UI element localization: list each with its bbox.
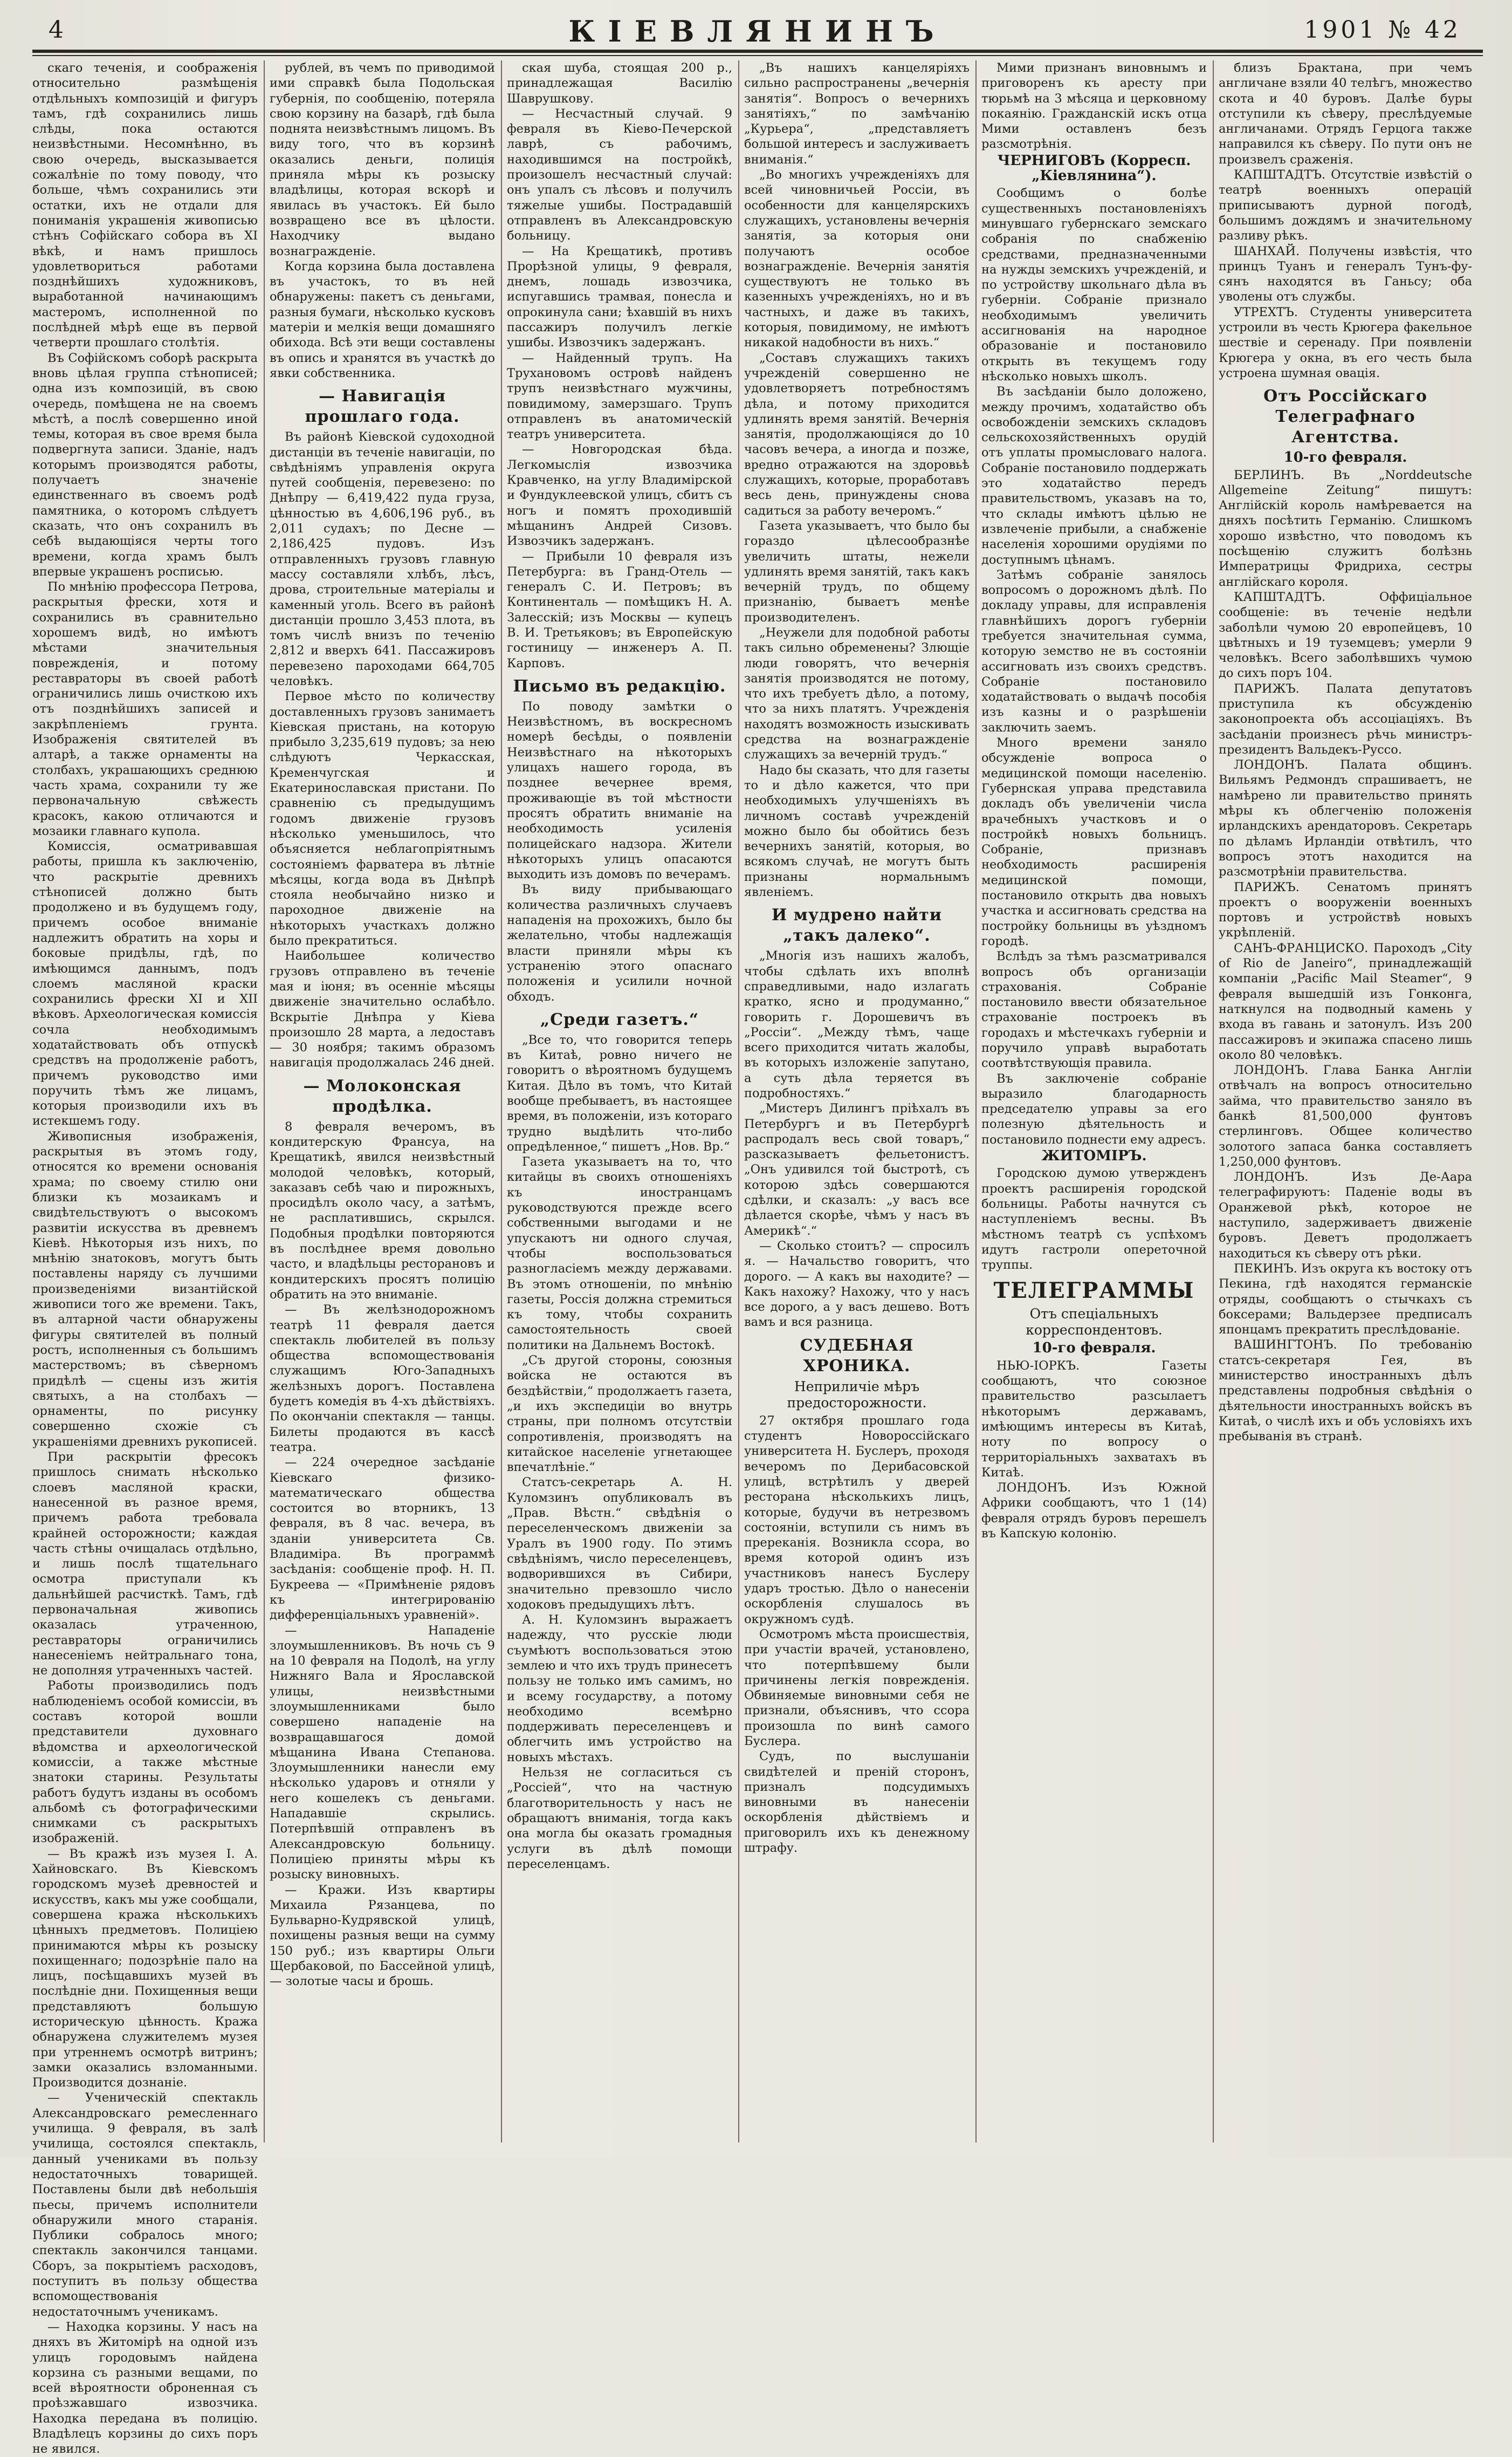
article-paragraph: „Составъ служащихъ такихъ учрежденій совершенно не удовлетворяетъ потребностямъ дѣла, и потому приходится удлинять время занятій. Вечернія занятія, продолжающіяся до 10 часовъ вечера, а иногда и позже, вредно отражаются на здоровьѣ служащихъ, которые, проработавъ весь день, принуждены снова садиться за работу вечеромъ.“	[744, 351, 970, 518]
article-paragraph: НЬЮ-ІОРКЪ. Газеты сообщаютъ, что союзное правительство разсылаетъ нѣкоторымъ державамъ, имѣющимъ интересы въ Китаѣ, ноту по вопросу о территоріальныхъ захватахъ въ Китаѣ.	[981, 1358, 1207, 1480]
page-number: 4	[49, 16, 64, 44]
article-paragraph: „Во многихъ учрежденіяхъ для всей чиновничьей Россіи, въ особенности для канцелярскихъ служащихъ, установлены вечернія занятія, за которыя они получаютъ особое вознагражденіе. Вечернія занятія существуютъ не только въ казенныхъ учрежденіяхъ, но и въ частныхъ, и даже въ такихъ, которыя, повидимому, не имѣютъ никакой надобности въ нихъ.“	[744, 168, 970, 350]
article-paragraph: УТРЕХТЪ. Студенты университета устроили въ честь Крюгера факельное шествіе и серенаду. При появленіи Крюгера у окна, въ его честь была устроена шумная овація.	[1219, 305, 1472, 380]
column-1	[32, 60, 258, 2456]
article-paragraph: САНЪ-ФРАНЦИСКО. Пароходъ „City of Rio de Janeiro“, принадлежащій компаніи „Pacific Mail Steamer“, 9 февраля вышедшій изъ Гонконга, наткнулся на подводный камень у входа въ гавань и затонулъ. Изъ 200 пассажировъ и экипажа спасено лишь около 80 человѣкъ.	[1219, 941, 1472, 1062]
article-paragraph: Комиссія, осматривавшая работы, пришла къ заключенію, что раскрытіе древнихъ стѣнописей должно быть продолжено и въ будущемъ году, причемъ особое вниманіе надлежитъ обратить на хоры и боковые придѣлы, гдѣ, по имѣющимся даннымъ, подъ слоемъ масляной краски сохранились фрески XI и XII вѣковъ. Археологическая комиссія сочла необходимымъ ходатайствовать объ отпускѣ средствъ на продолженіе работъ, причемъ руководство ими поручить тѣмъ же лицамъ, которыя производили ихъ въ истекшемъ году.	[32, 839, 258, 1128]
article-paragraph: Въ засѣданіи было доложено, между прочимъ, ходатайство объ освобожденіи земскихъ складовъ сельскохозяйственныхъ орудій отъ уплаты промысловаго налога. Собраніе постановило поддержать это ходатайство передъ правительствомъ, указавъ на то, что склады имѣютъ цѣлью не извлеченіе прибыли, а снабженіе населенія хорошими орудіями по доступнымъ цѣнамъ.	[981, 385, 1207, 567]
article-paragraph: Первое мѣсто по количеству доставленныхъ грузовъ занимаетъ Кіевская пристань, на которую прибыло 3,235,619 пудовъ; за нею слѣдуютъ Черкасская, Кременчугская и Екатеринославская пристани. По сравненію съ предыдущимъ годомъ движеніе грузовъ нѣсколько уменьшилось, что объясняется неблагопріятнымъ состояніемъ фарватера въ лѣтніе мѣсяцы, когда вода въ Днѣпрѣ стояла необычайно низко и пароходное движеніе на нѣкоторыхъ участкахъ должно было прекратиться.	[270, 689, 495, 948]
column-divider	[1213, 60, 1214, 2143]
article-paragraph: Надо бы сказать, что для газеты то и дѣло кажется, что при необходимыхъ улучшеніяхъ въ личномъ составѣ учрежденій можно было бы обойтись безъ вечернихъ занятій, которыя, во всякомъ случаѣ, не могутъ быть признаны нормальнымъ явленіемъ.	[744, 763, 970, 900]
article-paragraph: — 224 очередное засѣданіе Кіевскаго физико-математическаго общества состоится во вторникъ, 13 февраля, въ 8 час. вечера, въ зданіи университета Св. Владиміра. Въ программѣ засѣданія: сообщеніе проф. Н. П. Букреева — «Примѣненіе рядовъ къ интегрированію дифференціальныхъ уравненій».	[270, 1455, 495, 1623]
article-paragraph: Когда корзина была доставлена въ участокъ, то въ ней обнаружены: пакетъ съ деньгами, разныя бумаги, нѣсколько кусковъ матеріи и мелкія вещи домашняго обихода. Всѣ эти вещи составлены въ опись и хранятся въ участкѣ до явки собственника.	[270, 259, 495, 380]
article-paragraph: Статсъ-секретарь А. Н. Куломзинъ опубликовалъ въ „Прав. Вѣстн.“ свѣдѣнія о переселенческомъ движеніи за Уралъ въ 1900 году. По этимъ свѣдѣніямъ, число переселенцевъ, водворившихся въ Сибири, значительно превзошло число ходоковъ предыдущихъ лѣтъ.	[507, 1475, 732, 1612]
column-3	[507, 60, 732, 2143]
article-headline: — Молоконская продѣлка.	[303, 1076, 462, 1116]
article-paragraph: ВАШИНГТОНЪ. По требованію статсъ-секретаря Гея, въ министерство иностранныхъ дѣлъ представлены подробныя свѣдѣнія о дѣятельности иностранныхъ войскъ въ Китаѣ, о числѣ ихъ и объ условіяхъ ихъ пребыванія въ странѣ.	[1219, 1338, 1472, 1444]
article-headline: „Среди газетъ.“	[540, 1010, 699, 1029]
article-paragraph: — Сколько стоитъ? — спросилъ я. — Начальство говоритъ, что дорого. — А какъ вы находите? — Какъ нахожу? Нахожу, что у насъ все дорого, а у васъ дешево. Вотъ вамъ и вся разница.	[744, 1238, 970, 1330]
article-paragraph: ПАРИЖЪ. Палата депутатовъ приступила къ обсужденію законопроекта объ ассоціаціяхъ. Въ засѣданіи произнесъ рѣчь министръ-президентъ Вальдекъ-Руссо.	[1219, 681, 1472, 757]
article-paragraph: 27 октября прошлаго года студентъ Новороссійскаго университета Н. Буслеръ, проходя вечеромъ по Дерибасовской улицѣ, встрѣтилъ у дверей ресторана нѣсколькихъ лицъ, которые, будучи въ нетрезвомъ состояніи, вступили съ нимъ въ пререканія. Возникла ссора, во время которой одинъ изъ участниковъ нанесъ Буслеру ударъ тростью. Дѣло о нанесеніи оскорбленія слушалось въ окружномъ судѣ.	[744, 1413, 970, 1626]
column-5	[981, 60, 1207, 2143]
article-headline: ТЕЛЕГРАММЫ	[993, 1278, 1195, 1304]
masthead	[32, 11, 1483, 49]
article-paragraph: Сообщимъ о болѣе существенныхъ постановленіяхъ минувшаго губернскаго земскаго собранія по снабженію средствами, предназначенными на нужды земскихъ учрежденій, и по устройству школьнаго дѣла въ губерніи. Собраніе признало необходимымъ увеличить ассигнованія на народное образованіе и постановило открыть въ текущемъ году нѣсколько новыхъ школъ.	[981, 186, 1207, 384]
dateline: 10-го февраля.	[1283, 449, 1407, 466]
article-paragraph: ПАРИЖЪ. Сенатомъ принятъ проектъ о вооруженіи военныхъ портовъ и устройствѣ новыхъ укрѣпленій.	[1219, 880, 1472, 940]
column-divider	[264, 60, 265, 2143]
article-paragraph: КАПШТАДТЪ. Отсутствіе извѣстій о театрѣ военныхъ операцій приписываютъ дурной погодѣ, большимъ дождямъ и значительному разливу рѣкъ.	[1219, 168, 1472, 243]
issue-number: 1901 № 42	[1304, 16, 1461, 44]
article-paragraph: рублей, въ чемъ по приводимой ими справкѣ была Подольская губернія, по сообщенію, потеряла свою корзину на базарѣ, гдѣ была поднята неизвѣстнымъ лицомъ. Въ виду того, что въ корзинѣ оказались деньги, полиція приняла мѣры къ розыску владѣлицы, которая вскорѣ и явилась въ участокъ. Ей было возвращено все въ цѣлости. Находчику выдано вознагражденіе.	[270, 61, 495, 258]
dateline: 10-го февраля.	[1032, 1340, 1156, 1357]
article-paragraph: БЕРЛИНЪ. Въ „Norddeutsche Allgemeine Zeitung“ пишутъ: Англійскій король намѣревается на дняхъ посѣтить Германію. Слишкомъ хорошо извѣстно, что поводомъ къ посѣщенію служитъ болѣзнь Императрицы Фридриха, сестры англійскаго короля.	[1219, 468, 1472, 589]
article-paragraph: Много времени заняло обсужденіе вопроса о медицинской помощи населенію. Губернская управа представила докладъ объ увеличеніи числа врачебныхъ участковъ и о постройкѣ новыхъ больницъ. Собраніе, признавъ необходимость расширенія медицинской помощи, постановило открыть два новыхъ участка и ассигновать средства на постройку больницы въ уѣздномъ городѣ.	[981, 736, 1207, 948]
article-paragraph: скаго теченія, и соображенія относительно размѣщенія отдѣльныхъ композицій и фигуръ тамъ, гдѣ сохранились лишь слѣды, пока остаются неизвѣстными. Несомнѣнно, въ свою очередь, высказывается сожалѣніе по тому поводу, что больше, чѣмъ сохранились эти остатки, ихъ не отдали для пониманія украшенія живописью стѣнъ Софійскаго собора въ XI вѣкѣ, и намъ пришлось удовлетвориться работами позднѣйшихъ художниковъ, выработанной начинающимъ мастеромъ, исполненной по послѣдней мѣрѣ еще въ первой четверти прошлаго столѣтія.	[32, 61, 258, 350]
article-paragraph: „Въ нашихъ канцеляріяхъ сильно распространены „вечернія занятія“. Вопросъ о вечернихъ занятіяхъ,“ по замѣчанію „Курьера“, „представляетъ большой интересъ и заслуживаетъ вниманія.“	[744, 61, 970, 167]
article-paragraph: Въ виду прибывающаго количества различныхъ случаевъ нападенія на прохожихъ, было бы желательно, чтобы надлежащія власти приняли мѣры къ устраненію этого опаснаго положенія и усилили ночной обходъ.	[507, 882, 732, 1004]
column-divider	[738, 60, 739, 2143]
article-paragraph: Вслѣдъ за тѣмъ разсматривался вопросъ объ организаціи страхованія. Собраніе постановило ввести обязательное страхованіе построекъ въ городахъ и мѣстечкахъ губерніи и поручило управѣ выработать соотвѣтствующія правила.	[981, 949, 1207, 1071]
article-paragraph: ЛОНДОНЪ. Изъ Южной Африки сообщаютъ, что 1 (14) февраля отрядъ буровъ перешелъ въ Капскую колонію.	[981, 1481, 1207, 1541]
article-paragraph: КАПШТАДТЪ. Оффиціальное сообщеніе: въ теченіе недѣли заболѣли чумою 20 европейцевъ, 10 цвѣтныхъ и 19 туземцевъ; умерли 9 человѣкъ. Всего заболѣвшихъ чумою до сихъ поръ 104.	[1219, 590, 1472, 681]
masthead-rule-thin	[32, 55, 1483, 56]
dateline: ЧЕРНИГОВЪ (Корресп. „Кіевлянина“).	[997, 152, 1191, 184]
article-paragraph: Нельзя не согласиться съ „Россіей“, что на частную благотворительность у насъ не обращаютъ вниманія, тогда какъ она могла бы оказать громадныя услуги въ дѣлѣ помощи переселенцамъ.	[507, 1765, 732, 1871]
column-divider	[975, 60, 977, 2143]
article-subheadline: Неприличіе мѣръ предосторожности.	[787, 1378, 927, 1411]
article-paragraph: „Неужели для подобной работы такъ сильно обременены? Злющіе люди говорятъ, что вечернія занятія производятся не потому, что ихъ требуетъ дѣло, а потому, что за нихъ платятъ. Учрежденія находятъ возможность изыскивать средства на вознагражденіе служащихъ за вечерній трудъ.“	[744, 625, 970, 762]
article-paragraph: — Нападеніе злоумышленниковъ. Въ ночь съ 9 на 10 февраля на Подолѣ, на углу Нижняго Вала и Ярославской улицы, неизвѣстными злоумышленниками было совершено нападеніе на возвращавшагося домой мѣщанина Ивана Степанова. Злоумышленники нанесли ему нѣсколько ударовъ и отняли у него кошелекъ съ деньгами. Нападавшіе скрылись. Потерпѣвшій отправленъ въ Александровскую больницу. Полиціею приняты мѣры къ розыску виновныхъ.	[270, 1623, 495, 1882]
article-paragraph: — Ученическій спектакль Александровскаго ремесленнаго училища. 9 февраля, въ залѣ училища, состоялся спектакль, данный учениками въ пользу недостаточныхъ товарищей. Поставлены были двѣ небольшія пьесы, причемъ исполнители обнаружили много старанія. Публики собралось много; спектакль закончился танцами. Сборъ, за покрытіемъ расходовъ, поступитъ въ пользу общества вспомоществованія недостаточнымъ ученикамъ.	[32, 2091, 258, 2319]
article-paragraph: ЛОНДОНЪ. Палата общинъ. Вильямъ Редмондъ спрашиваетъ, не намѣрено ли правительство принять мѣры къ облегченію положенія ирландскихъ арендаторовъ. Секретарь по дѣламъ Ирландіи отвѣтилъ, что вопросъ этотъ находится на разсмотрѣніи правительства.	[1219, 758, 1472, 879]
article-paragraph: При раскрытіи фресокъ пришлось снимать нѣсколько слоевъ масляной краски, нанесенной въ разное время, причемъ работа требовала крайней осторожности; каждая часть стѣны очищалась отдѣльно, и лишь послѣ тщательнаго осмотра приступали къ дальнѣйшей расчисткѣ. Тамъ, гдѣ первоначальная живопись оказалась утраченною, реставраторы ограничились нанесеніемъ нейтральнаго тона, не дополняя утраченныхъ частей.	[32, 1450, 258, 1678]
column-4	[744, 60, 970, 2143]
article-paragraph: ская шуба, стоящая 200 р., принадлежащая Василію Шаврушкову.	[507, 61, 732, 106]
column-6	[1219, 60, 1472, 2143]
article-paragraph: Въ районѣ Кіевской судоходной дистанціи въ теченіе навигаціи, по свѣдѣніямъ управленія округа путей сообщенія, перевезено: по Днѣпру — 6,419,422 пуда груза, цѣнностью въ 4,606,196 руб., въ 2,011 судахъ; по Десне — 2,186,425 пудовъ. Изъ отправленныхъ грузовъ главную массу составляли хлѣбъ, лѣсъ, дрова, строительные матеріалы и каменный уголь. Всего въ районѣ дистанціи прошло 3,453 плота, въ томъ числѣ внизъ по теченію 2,812 и вверхъ 641. Пассажировъ перевезено пароходами 664,705 человѣкъ.	[270, 430, 495, 688]
article-paragraph: Затѣмъ собраніе занялось вопросомъ о дорожномъ дѣлѣ. По докладу управы, для исправленія главнѣйшихъ дорогъ губерніи требуется значительная сумма, которую земство не въ состояніи ассигновать изъ своихъ средствъ. Собраніе постановило ходатайствовать о выдачѣ пособія изъ казны и о разрѣшеніи заключить заемъ.	[981, 567, 1207, 735]
article-paragraph: ПЕКИНЪ. Изъ округа къ востоку отъ Пекина, гдѣ находятся германскіе отряды, сообщаютъ о стычкахъ съ боксерами; Вальдерзее предписалъ японцамъ прекратить преслѣдованіе.	[1219, 1261, 1472, 1337]
article-headline: И мудрено найти „такъ далеко“.	[771, 906, 942, 946]
article-paragraph: Въ заключеніе собраніе выразило благодарность председателю управы за его полезную дѣятельность и постановило поднести ему адресъ.	[981, 1071, 1207, 1147]
article-headline: — Навигація прошлаго года.	[305, 387, 460, 427]
article-paragraph: — На Крещатикѣ, противъ Прорѣзной улицы, 9 февраля, днемъ, лошадь извозчика, испугавшись трамвая, понесла и опрокинула сани; ѣхавшій въ нихъ пассажиръ получилъ легкіе ушибы. Извозчикъ задержанъ.	[507, 244, 732, 350]
article-paragraph: Живописныя изображенія, раскрытыя въ этомъ году, относятся ко времени основанія храма; по своему стилю они близки къ мозаикамъ и свидѣтельствуютъ о высокомъ развитіи искусства въ древнемъ Кіевѣ. Нѣкоторыя изъ нихъ, по мнѣнію знатоковъ, могутъ быть поставлены наряду съ лучшими произведеніями византійской живописи того же времени. Такъ, въ алтарной части обнаружены фигуры святителей въ полный ростъ, исполненныя съ большимъ мастерствомъ; въ сѣверномъ придѣлѣ — сцены изъ житія святыхъ, а на столбахъ — орнаменты, по рисунку совершенно схожіе съ украшеніями древнихъ рукописей.	[32, 1129, 258, 1449]
article-paragraph: По мнѣнію профессора Петрова, раскрытыя фрески, хотя и сохранились въ сравнительно хорошемъ видѣ, но имѣютъ мѣстами значительныя поврежденія, и потому реставраторы въ своей работѣ ограничились лишь очисткою ихъ отъ позднѣйшихъ записей и закрѣпленіемъ грунта. Изображенія святителей въ алтарѣ, а также орнаменты на столбахъ, украшающихъ среднюю часть храма, сохранили ту же первоначальную свѣжесть красокъ, какою отличаются и мозаики главнаго купола.	[32, 580, 258, 838]
article-subheadline: Отъ спеціальныхъ корреспондентовъ.	[1026, 1306, 1163, 1338]
article-paragraph: — Прибыли 10 февраля изъ Петербурга: въ Гранд-Отель — генералъ С. И. Петровъ; въ Континенталь — помѣщикъ Н. А. Залесскій; изъ Москвы — купецъ В. И. Третьяковъ; въ Европейскую гостиницу — инженеръ А. П. Карповъ.	[507, 549, 732, 670]
article-paragraph: Газета указываетъ на то, что китайцы въ своихъ отношеніяхъ къ иностранцамъ руководствуются прежде всего собственными выгодами и не упускаютъ ни одного случая, чтобы воспользоваться разногласіемъ между державами. Въ этомъ отношеніи, по мнѣнію газеты, Россія должна стремиться къ тому, чтобы сохранить самостоятельность своей политики на Дальнемъ Востокѣ.	[507, 1155, 732, 1352]
article-paragraph: „Все то, что говорится теперь въ Китаѣ, ровно ничего не говоритъ о вѣроятномъ будущемъ Китая. Дѣло въ томъ, что Китай вообще пребываетъ, въ настоящее время, въ положеніи, изъ котораго трудно выдѣлить что-либо опредѣленное,“ пишетъ „Нов. Вр.“	[507, 1032, 732, 1154]
article-paragraph: — Кражи. Изъ квартиры Михаила Рязанцева, по Бульварно-Кудрявской улицѣ, похищены разныя вещи на сумму 150 руб.; изъ квартиры Ольги Щербаковой, по Бассейной улицѣ, — золотые часы и брошь.	[270, 1883, 495, 1989]
article-paragraph: — Найденный трупъ. На Трухановомъ островѣ найденъ трупъ неизвѣстнаго мужчины, повидимому, замерзшаго. Трупъ отправленъ въ анатомическій театръ университета.	[507, 351, 732, 442]
article-paragraph: „Многія изъ нашихъ жалобъ, чтобы сдѣлать ихъ вполнѣ справедливыми, надо излагать кратко, ясно и продуманно,“ говорить г. Дорошевичъ въ „Россіи“. „Между тѣмъ, чаще всего приходится читать жалобы, въ которыхъ изложеніе запутано, а суть дѣла теряется въ подробностяхъ.“	[744, 949, 970, 1100]
article-headline: Письмо въ редакцію.	[513, 676, 726, 696]
article-paragraph: Мими признанъ виновнымъ и приговоренъ къ аресту при тюрьмѣ на 3 мѣсяца и церковному покаянію. Гражданскій искъ отца Мими оставленъ безъ разсмотрѣнія.	[981, 61, 1207, 152]
article-paragraph: ЛОНДОНЪ. Глава Банка Англіи отвѣчалъ на вопросъ относительно займа, что правительство заняло въ банкѣ 81,500,000 фунтовъ стерлинговъ. Общее количество золотого запаса банка составляетъ 1,250,000 фунтовъ.	[1219, 1063, 1472, 1169]
article-paragraph: А. Н. Куломзинъ выражаетъ надежду, что русскіе люди съумѣютъ воспользоваться этою землею и что ихъ трудъ принесетъ пользу не только имъ самимъ, но и всему государству, а потому необходимо всемѣрно поддерживать переселенцевъ и облегчить имъ устройство на новыхъ мѣстахъ.	[507, 1613, 732, 1764]
dateline: ЖИТОМІРЪ.	[1041, 1148, 1147, 1165]
article-paragraph: Судъ, по выслушаніи свидѣтелей и преній сторонъ, призналъ подсудимыхъ виновными въ нанесеніи оскорбленія дѣйствіемъ и приговорилъ ихъ къ денежному штрафу.	[744, 1749, 970, 1856]
column-divider	[501, 60, 502, 2143]
newspaper-title: КІЕВЛЯНИНЪ	[568, 14, 947, 49]
article-paragraph: 8 февраля вечеромъ, въ кондитерскую Франсуа, на Крещатикѣ, явился неизвѣстный молодой человѣкъ, который, заказавъ себѣ чаю и пирожныхъ, просидѣлъ около часу, а затѣмъ, не расплатившись, скрылся. Подобныя продѣлки повторяются въ послѣднее время довольно часто, и владѣльцы ресторановъ и кондитерскихъ просятъ полицію обратить на это вниманіе.	[270, 1119, 495, 1302]
article-paragraph: ЛОНДОНЪ. Изъ Де-Аара телеграфируютъ: Паденіе воды въ Оранжевой рѣкѣ, которое не наступило, задерживаетъ движеніе буровъ. Деветъ продолжаетъ находиться къ сѣверу отъ рѣки.	[1219, 1170, 1472, 1261]
article-paragraph: Наибольшее количество грузовъ отправлено въ теченіе мая и іюня; въ осенніе мѣсяцы движеніе значительно ослабѣло. Вскрытіе Днѣпра у Кіева произошло 28 марта, а ледоставъ — 30 ноября; такимъ образомъ навигація продолжалась 246 дней.	[270, 949, 495, 1070]
article-headline: СУДЕБНАЯ ХРОНИКА.	[800, 1336, 914, 1375]
column-2	[270, 60, 495, 2143]
article-paragraph: Въ Софійскомъ соборѣ раскрыта вновь цѣлая группа стѣнописей; одна изъ композицій, въ свою очередь, помѣщена не на своемъ мѣстѣ, а послѣ совершенно иной темы, которая въ свое время была подвергнута записи. Зданіе, надъ которымъ производятся работы, получаетъ значеніе единственнаго въ своемъ родѣ памятника, о которомъ слѣдуетъ сказать, что онъ сохранилъ въ себѣ выдающіяся черты того времени, когда храмъ былъ впервые украшенъ росписью.	[32, 351, 258, 579]
article-paragraph: — Несчастный случай. 9 февраля въ Кіево-Печерской лаврѣ, съ рабочимъ, находившимся на постройкѣ, произошелъ несчастный случай: онъ упалъ съ лѣсовъ и получилъ тяжелые ушибы. Пострадавшій отправленъ въ Александровскую больницу.	[507, 106, 732, 243]
article-paragraph: Газета указываетъ, что было бы гораздо цѣлесообразнѣе увеличить штаты, нежели удлинять время занятій, такъ какъ вечерній трудъ, по общему признанію, бываетъ менѣе производителенъ.	[744, 518, 970, 625]
masthead-rule	[32, 50, 1483, 53]
article-paragraph: „Мистеръ Дилингъ пріѣхалъ въ Петербургъ и въ Петербургѣ распродалъ весь свой товаръ,“ разсказываетъ фельетонистъ. „Онъ удивился той быстротѣ, съ которою здѣсь совершаются сдѣлки, и сказалъ: „у васъ все дѣлается скорѣе, чѣмъ у насъ въ Америкѣ“.“	[744, 1101, 970, 1238]
article-paragraph: Осмотромъ мѣста происшествія, при участіи врачей, установлено, что потерпѣвшему были причинены легкія поврежденія. Обвиняемые виновными себя не признали, объяснивъ, что ссора произошла по винѣ самого Буслера.	[744, 1627, 970, 1748]
article-paragraph: — Новгородская бѣда. Легкомыслія извозчика Кравченко, на углу Владимірской и Фундуклеевской улицъ, сбитъ съ ногъ и помятъ проходившій мѣщанинъ Андрей Сизовъ. Извозчикъ задержанъ.	[507, 442, 732, 549]
article-paragraph: По поводу замѣтки о Неизвѣстномъ, въ воскресномъ номерѣ бесѣды, о появленіи Неизвѣстнаго на нѣкоторыхъ улицахъ нашего города, въ позднее вечернее время, проживающіе въ той мѣстности просятъ обратить вниманіе на необходимость усиленія полицейскаго надзора. Жители нѣкоторыхъ улицъ опасаются выходить изъ домовъ по вечерамъ.	[507, 699, 732, 882]
article-paragraph: — Находка корзины. У насъ на дняхъ въ Житомірѣ на одной изъ улицъ городовымъ найдена корзина съ разными вещами, по всей вѣроятности оброненная съ проѣзжавшаго извозчика. Находка передана въ полицію. Владѣлецъ корзины до сихъ поръ не явился.	[32, 2319, 258, 2456]
article-paragraph: Городскою думою утвержденъ проектъ расширенія городской больницы. Работы начнутся съ наступленіемъ весны. Въ мѣстномъ театрѣ съ успѣхомъ идутъ гастроли опереточной труппы.	[981, 1166, 1207, 1272]
article-paragraph: Работы производились подъ наблюденіемъ особой комиссіи, въ составъ которой вошли представители духовнаго вѣдомства и археологической комиссіи, а также мѣстные знатоки старины. Результаты работъ будутъ изданы въ особомъ альбомѣ съ фотографическими снимками съ раскрытыхъ изображеній.	[32, 1679, 258, 1846]
article-paragraph: близъ Брактана, при чемъ англичане взяли 40 телѣгъ, множество скота и 40 буровъ. Далѣе буры отступили къ сѣверу, преслѣдуемые англичанами. Отрядъ Герцога также направился къ сѣверу. По пути онъ не произвелъ сраженія.	[1219, 61, 1472, 167]
article-paragraph: „Съ другой стороны, союзныя войска не остаются въ бездѣйствіи,“ продолжаетъ газета, „и ихъ экспедиціи во внутрь страны, при полномъ отсутствіи сопротивленія, производятъ на китайское населеніе угнетающее впечатлѣніе.“	[507, 1353, 732, 1475]
article-paragraph: — Въ желѣзнодорожномъ театрѣ 11 февраля дается спектакль любителей въ пользу общества вспомоществованія служащимъ Юго-Западныхъ желѣзныхъ дорогъ. Поставлена будетъ комедія въ 4-хъ дѣйствіяхъ. По окончаніи спектакля — танцы. Билеты продаются въ кассѣ театра.	[270, 1303, 495, 1454]
article-headline: Отъ Россійскаго Телеграфнаго Агентства.	[1263, 387, 1427, 447]
article-paragraph: ШАНХАЙ. Получены извѣстія, что принцъ Туанъ и генералъ Тунъ-фу-сянъ находятся въ Ганьсу; оба уволены отъ службы.	[1219, 244, 1472, 304]
article-paragraph: — Въ кражѣ изъ музея І. А. Хайновскаго. Въ Кіевскомъ городскомъ музеѣ древностей и искусствъ, какъ мы уже сообщали, совершена кража нѣсколькихъ цѣнныхъ предметовъ. Полиціею принимаются мѣры къ розыску похищеннаго; подозрѣніе пало на лицъ, посѣщавшихъ музей въ послѣдніе дни. Похищенныя вещи представляютъ большую историческую цѣнность. Кража обнаружена служителемъ музея при утреннемъ осмотрѣ витринъ; замки оказались взломанными. Производится дознаніе.	[32, 1846, 258, 2090]
